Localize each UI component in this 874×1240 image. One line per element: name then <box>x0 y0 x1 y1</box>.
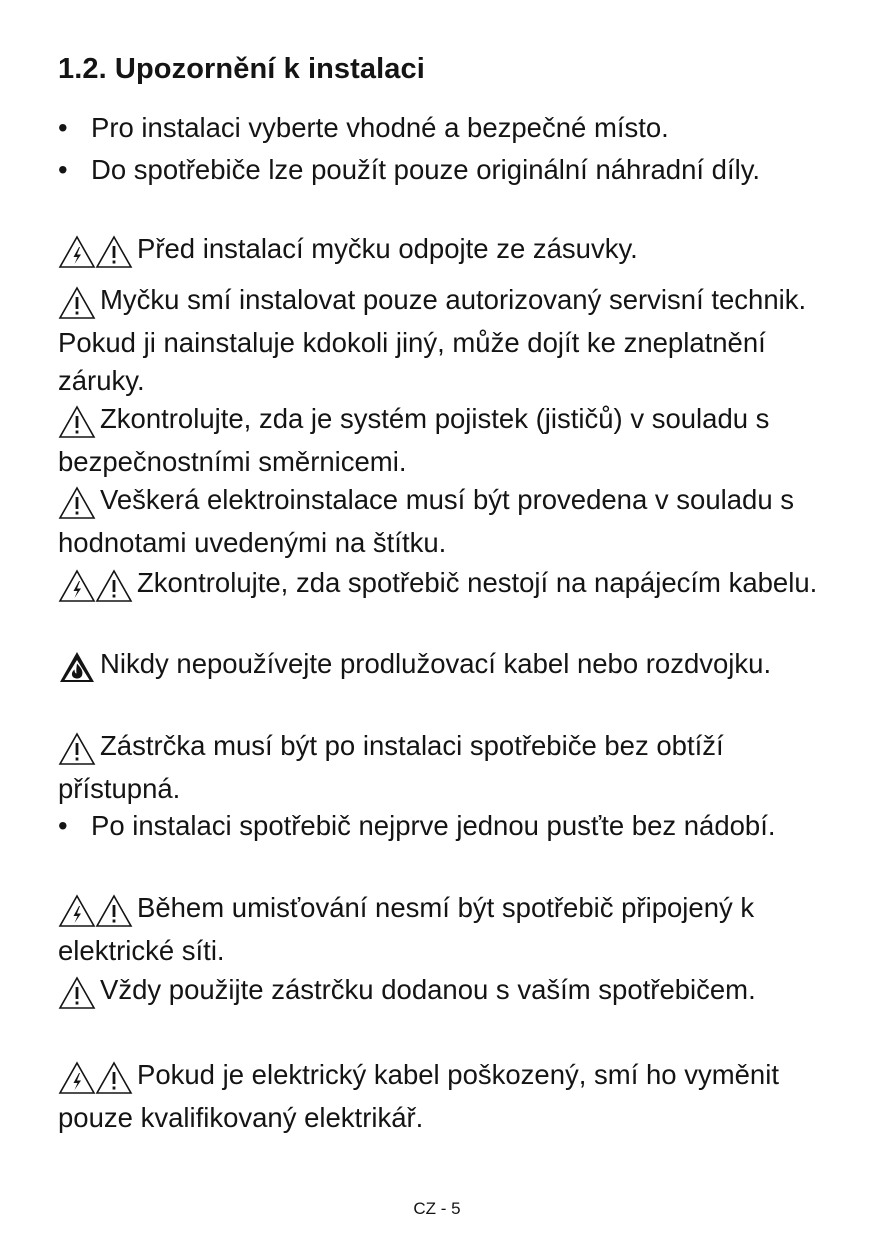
general-warning-icon <box>95 1061 133 1095</box>
item-text: Veškerá elektroinstalace musí být provedena v souladu s hodnotami uvedenými na štítku. <box>58 484 794 558</box>
warning-icons <box>58 976 96 1014</box>
bullet-dot: • <box>58 112 68 143</box>
warning-icons <box>58 650 96 688</box>
warning-item-electrical-installation <box>58 481 828 562</box>
warning-icons <box>58 894 133 932</box>
general-warning-icon <box>58 405 96 439</box>
list-item-first-run <box>58 807 861 845</box>
warning-item-unplug <box>58 230 828 273</box>
general-warning-icon <box>95 894 133 928</box>
item-text: Do spotřebiče lze použít pouze originální náhradní díly. <box>91 154 761 185</box>
warning-item-supplied-plug <box>58 971 828 1014</box>
warning-icons <box>58 732 96 770</box>
item-text: Před instalací myčku odpojte ze zásuvky. <box>137 233 638 264</box>
warning-icons <box>58 486 96 524</box>
page-number: CZ - 5 <box>413 1199 461 1218</box>
general-warning-icon <box>58 976 96 1010</box>
bullet-dot: • <box>58 154 68 185</box>
electric-warning-icon <box>58 569 96 603</box>
warning-icons <box>58 405 96 443</box>
list-item-spare-parts <box>58 151 861 189</box>
electric-warning-icon <box>58 235 96 269</box>
electric-warning-icon <box>58 1061 96 1095</box>
section-heading: 1.2. Upozornění k instalaci <box>58 53 425 85</box>
warning-item-extension-cable <box>58 645 828 688</box>
general-warning-icon <box>95 569 133 603</box>
list-item-location <box>58 109 861 147</box>
warning-item-plug-access <box>58 727 828 808</box>
warning-item-authorized-technician <box>58 281 828 400</box>
general-warning-icon <box>58 286 96 320</box>
bullet-dot: • <box>58 810 68 841</box>
warning-item-positioning <box>58 889 828 970</box>
fire-warning-icon <box>58 650 96 684</box>
warning-item-power-cable <box>58 564 828 607</box>
warning-item-damaged-cable <box>58 1056 828 1137</box>
item-text: Pokud je elektrický kabel poškozený, smí ho vyměnit pouze kvalifikovaný elektrikář. <box>58 1059 779 1133</box>
warning-icons <box>58 569 133 607</box>
item-text: Vždy použijte zástrčku dodanou s vaším spotřebičem. <box>100 974 756 1005</box>
warning-icons <box>58 235 133 273</box>
item-text: Během umisťování nesmí být spotřebič připojený k elektrické síti. <box>58 892 755 966</box>
item-text: Myčku smí instalovat pouze autorizovaný servisní technik. Pokud ji nainstaluje kdokoli jiný, může dojít ke zneplatnění záruky. <box>58 284 807 396</box>
warning-icons <box>58 1061 133 1099</box>
general-warning-icon <box>95 235 133 269</box>
general-warning-icon <box>58 486 96 520</box>
item-text: Pro instalaci vyberte vhodné a bezpečné místo. <box>91 112 669 143</box>
item-text: Zkontrolujte, zda spotřebič nestojí na napájecím kabelu. <box>137 567 818 598</box>
item-text: Zástrčka musí být po instalaci spotřebiče bez obtíží přístupná. <box>58 730 724 804</box>
general-warning-icon <box>58 732 96 766</box>
electric-warning-icon <box>58 894 96 928</box>
item-text: Po instalaci spotřebič nejprve jednou pusťte bez nádobí. <box>91 810 776 841</box>
warning-icons <box>58 286 96 324</box>
item-text: Nikdy nepoužívejte prodlužovací kabel nebo rozdvojku. <box>100 648 772 679</box>
item-text: Zkontrolujte, zda je systém pojistek (jističů) v souladu s bezpečnostními směrnicemi. <box>58 403 770 477</box>
warning-item-fuse-system <box>58 400 828 481</box>
